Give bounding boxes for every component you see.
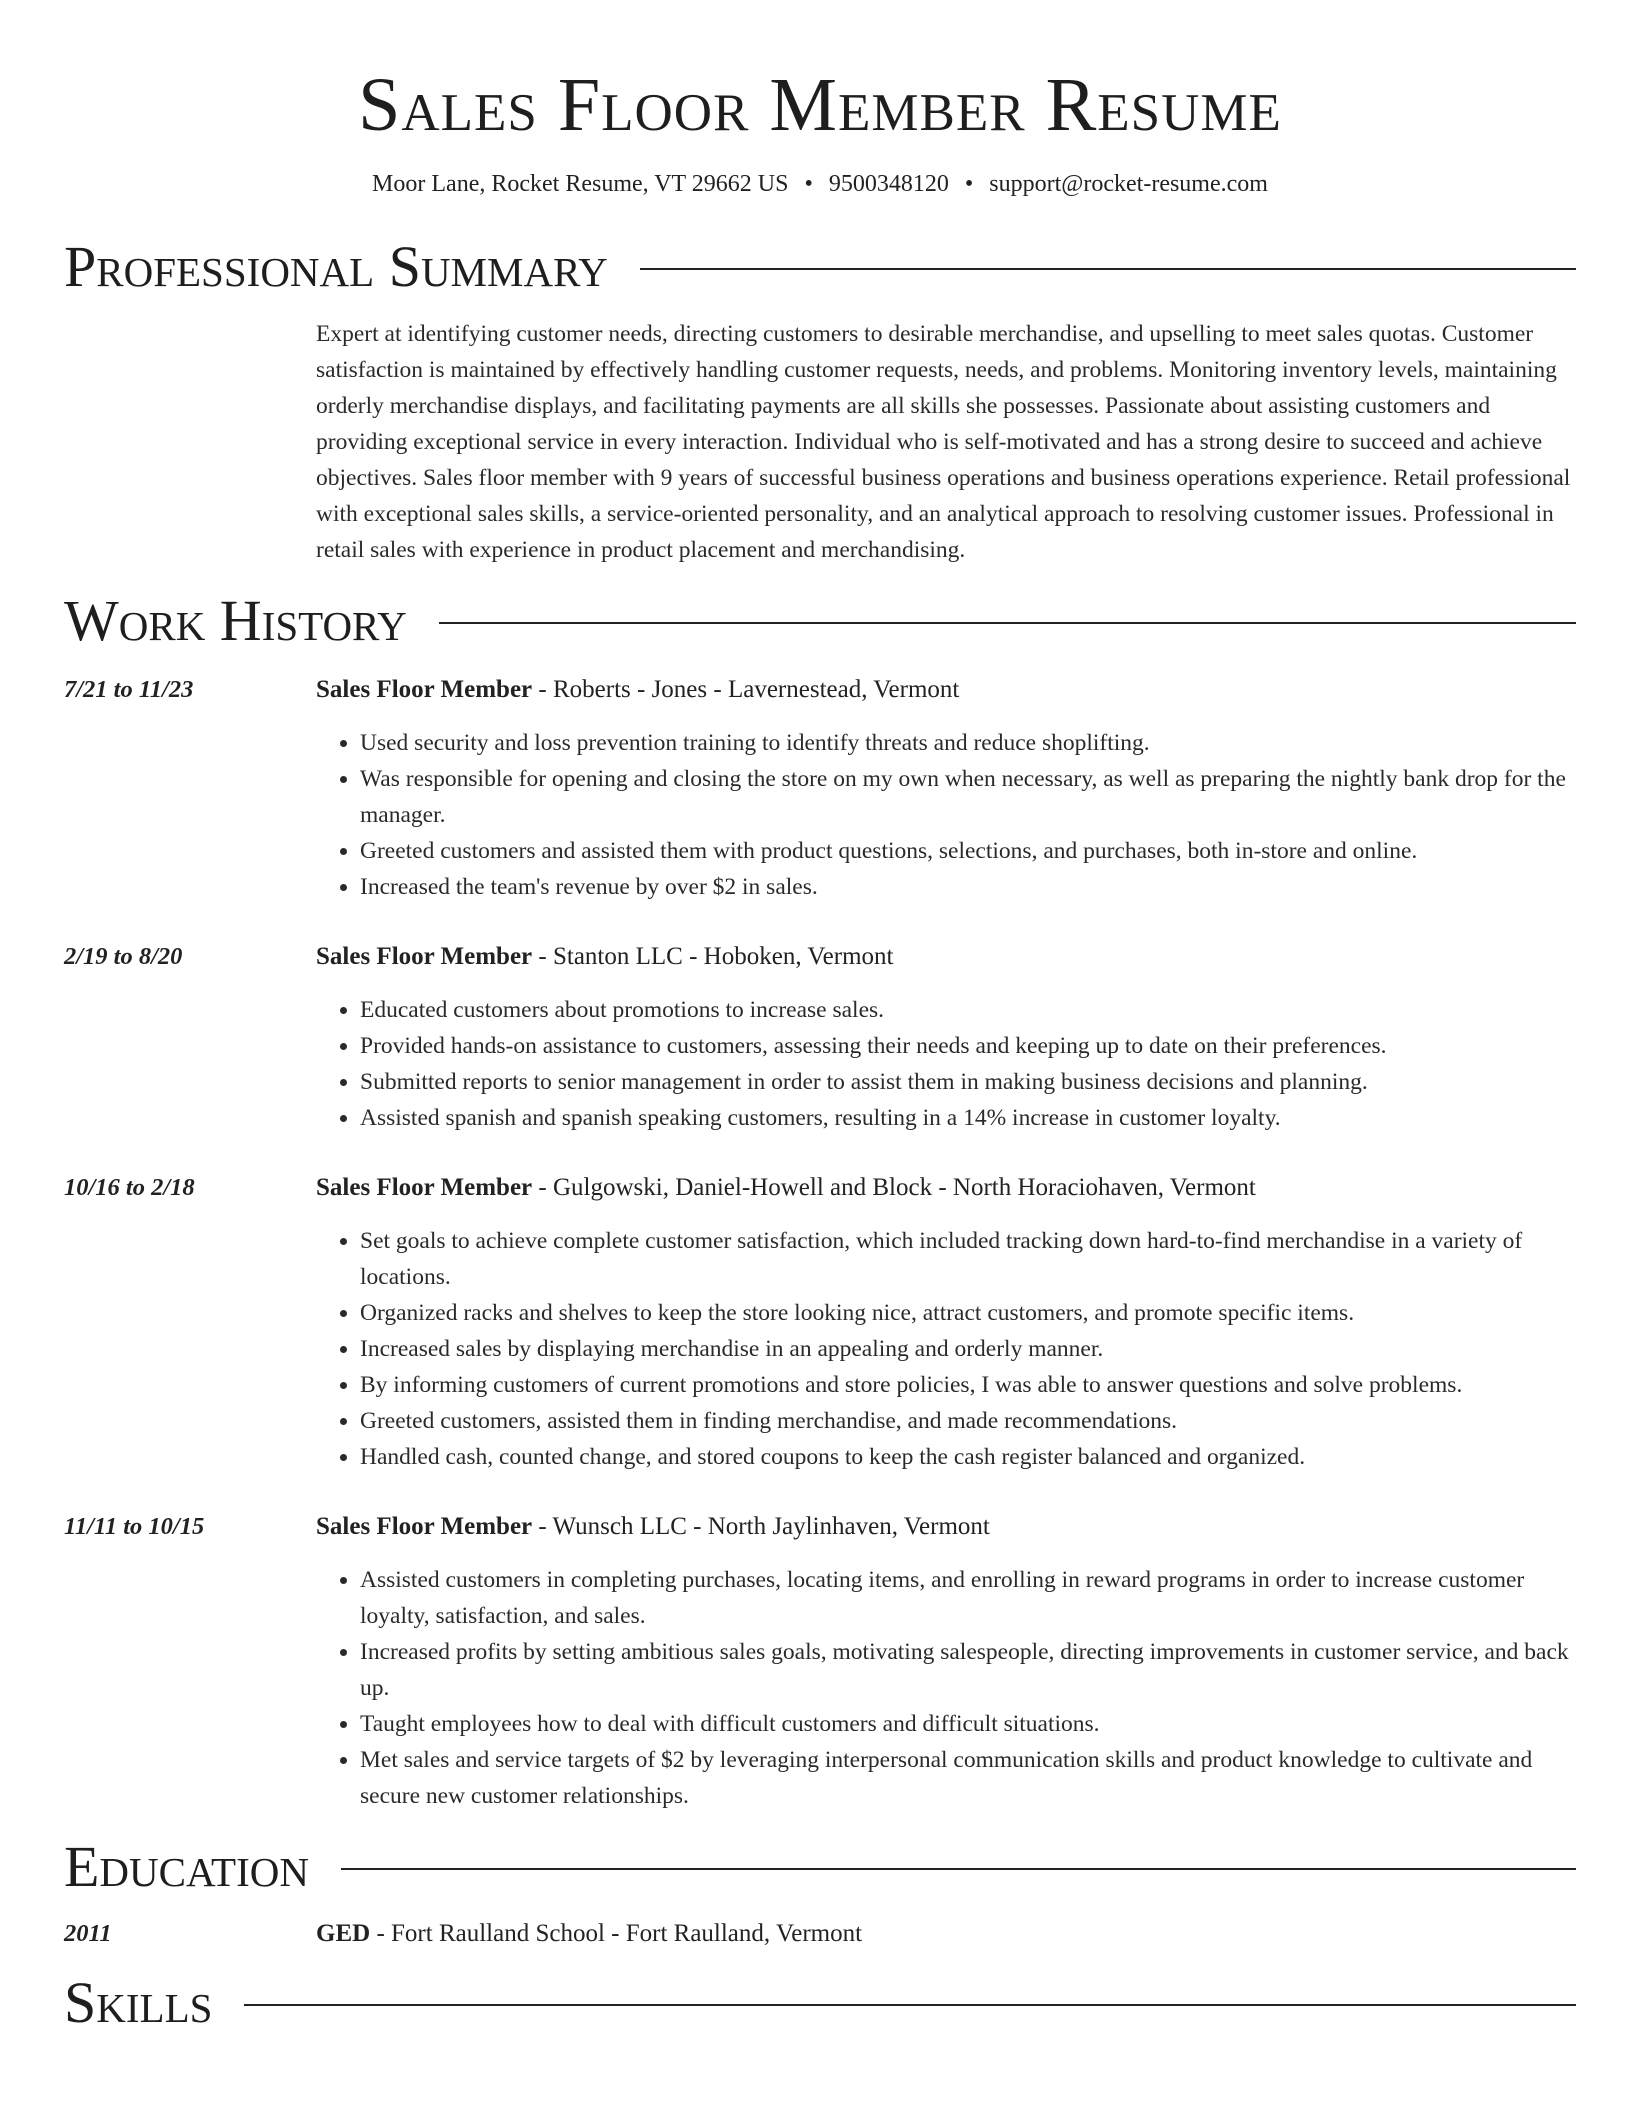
job-bullet: • Used security and loss prevention training to identify threats and reduce shoplifting.	[360, 725, 1576, 761]
separator: •	[804, 171, 813, 197]
education-entry	[64, 1916, 1576, 1952]
job-bullet: • Greeted customers, assisted them in finding merchandise, and made recommendations.	[360, 1403, 1576, 1439]
job-body	[316, 672, 1576, 905]
job-bullet: • Greeted customers and assisted them with product questions, selections, and purchases, both in-store and online.	[360, 833, 1576, 869]
job-bullet: • Increased the team's revenue by over $2 in sales.	[360, 869, 1576, 905]
job-title-line	[316, 1509, 1576, 1545]
summary-text: Expert at identifying customer needs, directing customers to desirable merchandise, and upselling to meet sales quotas. Customer satisfaction is maintained by effectively handling customer requests, needs, and problems. Monitoring inventory levels, maintaining orderly merchandise displays, and facilitating payments are all skills she possesses. Passionate about assisting customers and providing exceptional service in every interaction. Individual who is self-motivated and has a strong desire to succeed and achieve objectives. Sales floor member with 9 years of successful business operations and business operations experience. Retail professional with exceptional sales skills, a service-oriented personality, and an analytical approach to resolving customer issues. Professional in retail sales with experience in product placement and merchandising.	[316, 321, 1571, 563]
section-title-work-history: Work History	[64, 588, 407, 653]
job-date: 7/21 to 11/23	[64, 676, 194, 703]
section-divider	[341, 1868, 1576, 1870]
job-bullet: • Handled cash, counted change, and stored coupons to keep the cash register balanced and organized.	[360, 1439, 1576, 1475]
job-bullet: • Organized racks and shelves to keep the store looking nice, attract customers, and promote specific items.	[360, 1295, 1576, 1331]
section-header-education	[64, 1834, 1576, 1900]
section-title-summary: Professional Summary	[64, 234, 608, 299]
job-date: 2/19 to 8/20	[64, 943, 183, 970]
job-bullet: • Provided hands-on assistance to customers, assessing their needs and keeping up to date on their preferences.	[360, 1028, 1576, 1064]
job-date: 10/16 to 2/18	[64, 1174, 195, 1201]
contact-line	[64, 168, 1576, 200]
job-bullet: • Assisted customers in completing purchases, locating items, and enrolling in reward programs in order to increase customer loyalty, satisfaction, and sales.	[360, 1562, 1576, 1634]
job-bullets	[316, 1562, 1576, 1814]
job-title-line	[316, 939, 1576, 975]
education-date: 2011	[64, 1920, 112, 1947]
section-divider	[640, 268, 1576, 270]
education-degree: GED	[316, 1920, 371, 1947]
job-body	[316, 1170, 1576, 1475]
resume-title: Sales Floor Member Resume	[358, 63, 1282, 147]
section-divider	[439, 622, 1576, 624]
job-title: Sales Floor Member	[316, 1174, 533, 1201]
address: Moor Lane, Rocket Resume, VT 29662 US	[372, 171, 789, 197]
job-bullet: • Was responsible for opening and closing the store on my own when necessary, as well as preparing the nightly bank drop for the manager.	[360, 761, 1576, 833]
section-header-summary	[64, 234, 1576, 300]
job-bullet: • Submitted reports to senior management in order to assist them in making business decisions and planning.	[360, 1064, 1576, 1100]
section-header-work-history	[64, 588, 1576, 654]
job-bullet: • Increased profits by setting ambitious sales goals, motivating salespeople, directing improvements in customer service, and back up.	[360, 1634, 1576, 1706]
resume-page	[64, 0, 1576, 2036]
job-employer: - Roberts - Jones - Lavernestead, Vermont	[532, 676, 960, 703]
education-line	[316, 1916, 862, 1952]
job-title: Sales Floor Member	[316, 1513, 533, 1540]
job-bullets	[316, 992, 1576, 1136]
job-title: Sales Floor Member	[316, 943, 533, 970]
job-entry	[64, 939, 1576, 1136]
job-bullet: • Taught employees how to deal with difficult customers and difficult situations.	[360, 1706, 1576, 1742]
phone: 9500348120	[828, 171, 949, 197]
education-school: - Fort Raulland School - Fort Raulland, Vermont	[370, 1920, 863, 1947]
job-list	[64, 672, 1576, 1814]
job-bullet: • Assisted spanish and spanish speaking customers, resulting in a 14% increase in customer loyalty.	[360, 1100, 1576, 1136]
job-employer: - Wunsch LLC - North Jaylinhaven, Vermont	[532, 1513, 990, 1540]
separator: •	[964, 171, 974, 197]
section-divider	[244, 2004, 1576, 2006]
job-date: 11/11 to 10/15	[64, 1513, 205, 1540]
job-title: Sales Floor Member	[316, 676, 533, 703]
section-title-skills: Skills	[64, 1970, 213, 2035]
job-bullet: • By informing customers of current promotions and store policies, I was able to answer questions and solve problems.	[360, 1367, 1576, 1403]
job-title-line	[316, 672, 1576, 708]
job-employer: - Stanton LLC - Hoboken, Vermont	[532, 943, 894, 970]
job-body	[316, 939, 1576, 1136]
job-employer: - Gulgowski, Daniel-Howell and Block - North Horaciohaven, Vermont	[532, 1174, 1256, 1201]
job-bullets	[316, 1223, 1576, 1475]
job-bullet: • Set goals to achieve complete customer satisfaction, which included tracking down hard-to-find merchandise in a variety of locations.	[360, 1223, 1576, 1295]
job-entry	[64, 1509, 1576, 1814]
job-bullet: • Met sales and service targets of $2 by leveraging interpersonal communication skills and product knowledge to cultivate and secure new customer relationships.	[360, 1742, 1576, 1814]
section-title-education: Education	[64, 1834, 309, 1899]
job-entry	[64, 1170, 1576, 1475]
job-title-line	[316, 1170, 1576, 1206]
job-body	[316, 1509, 1576, 1814]
email-link[interactable]: support@rocket-resume.com	[989, 171, 1268, 197]
job-entry	[64, 672, 1576, 905]
job-bullet: • Educated customers about promotions to increase sales.	[360, 992, 1576, 1028]
section-header-skills	[64, 1970, 1576, 2036]
job-bullet: • Increased sales by displaying merchandise in an appealing and orderly manner.	[360, 1331, 1576, 1367]
job-bullets	[316, 725, 1576, 905]
